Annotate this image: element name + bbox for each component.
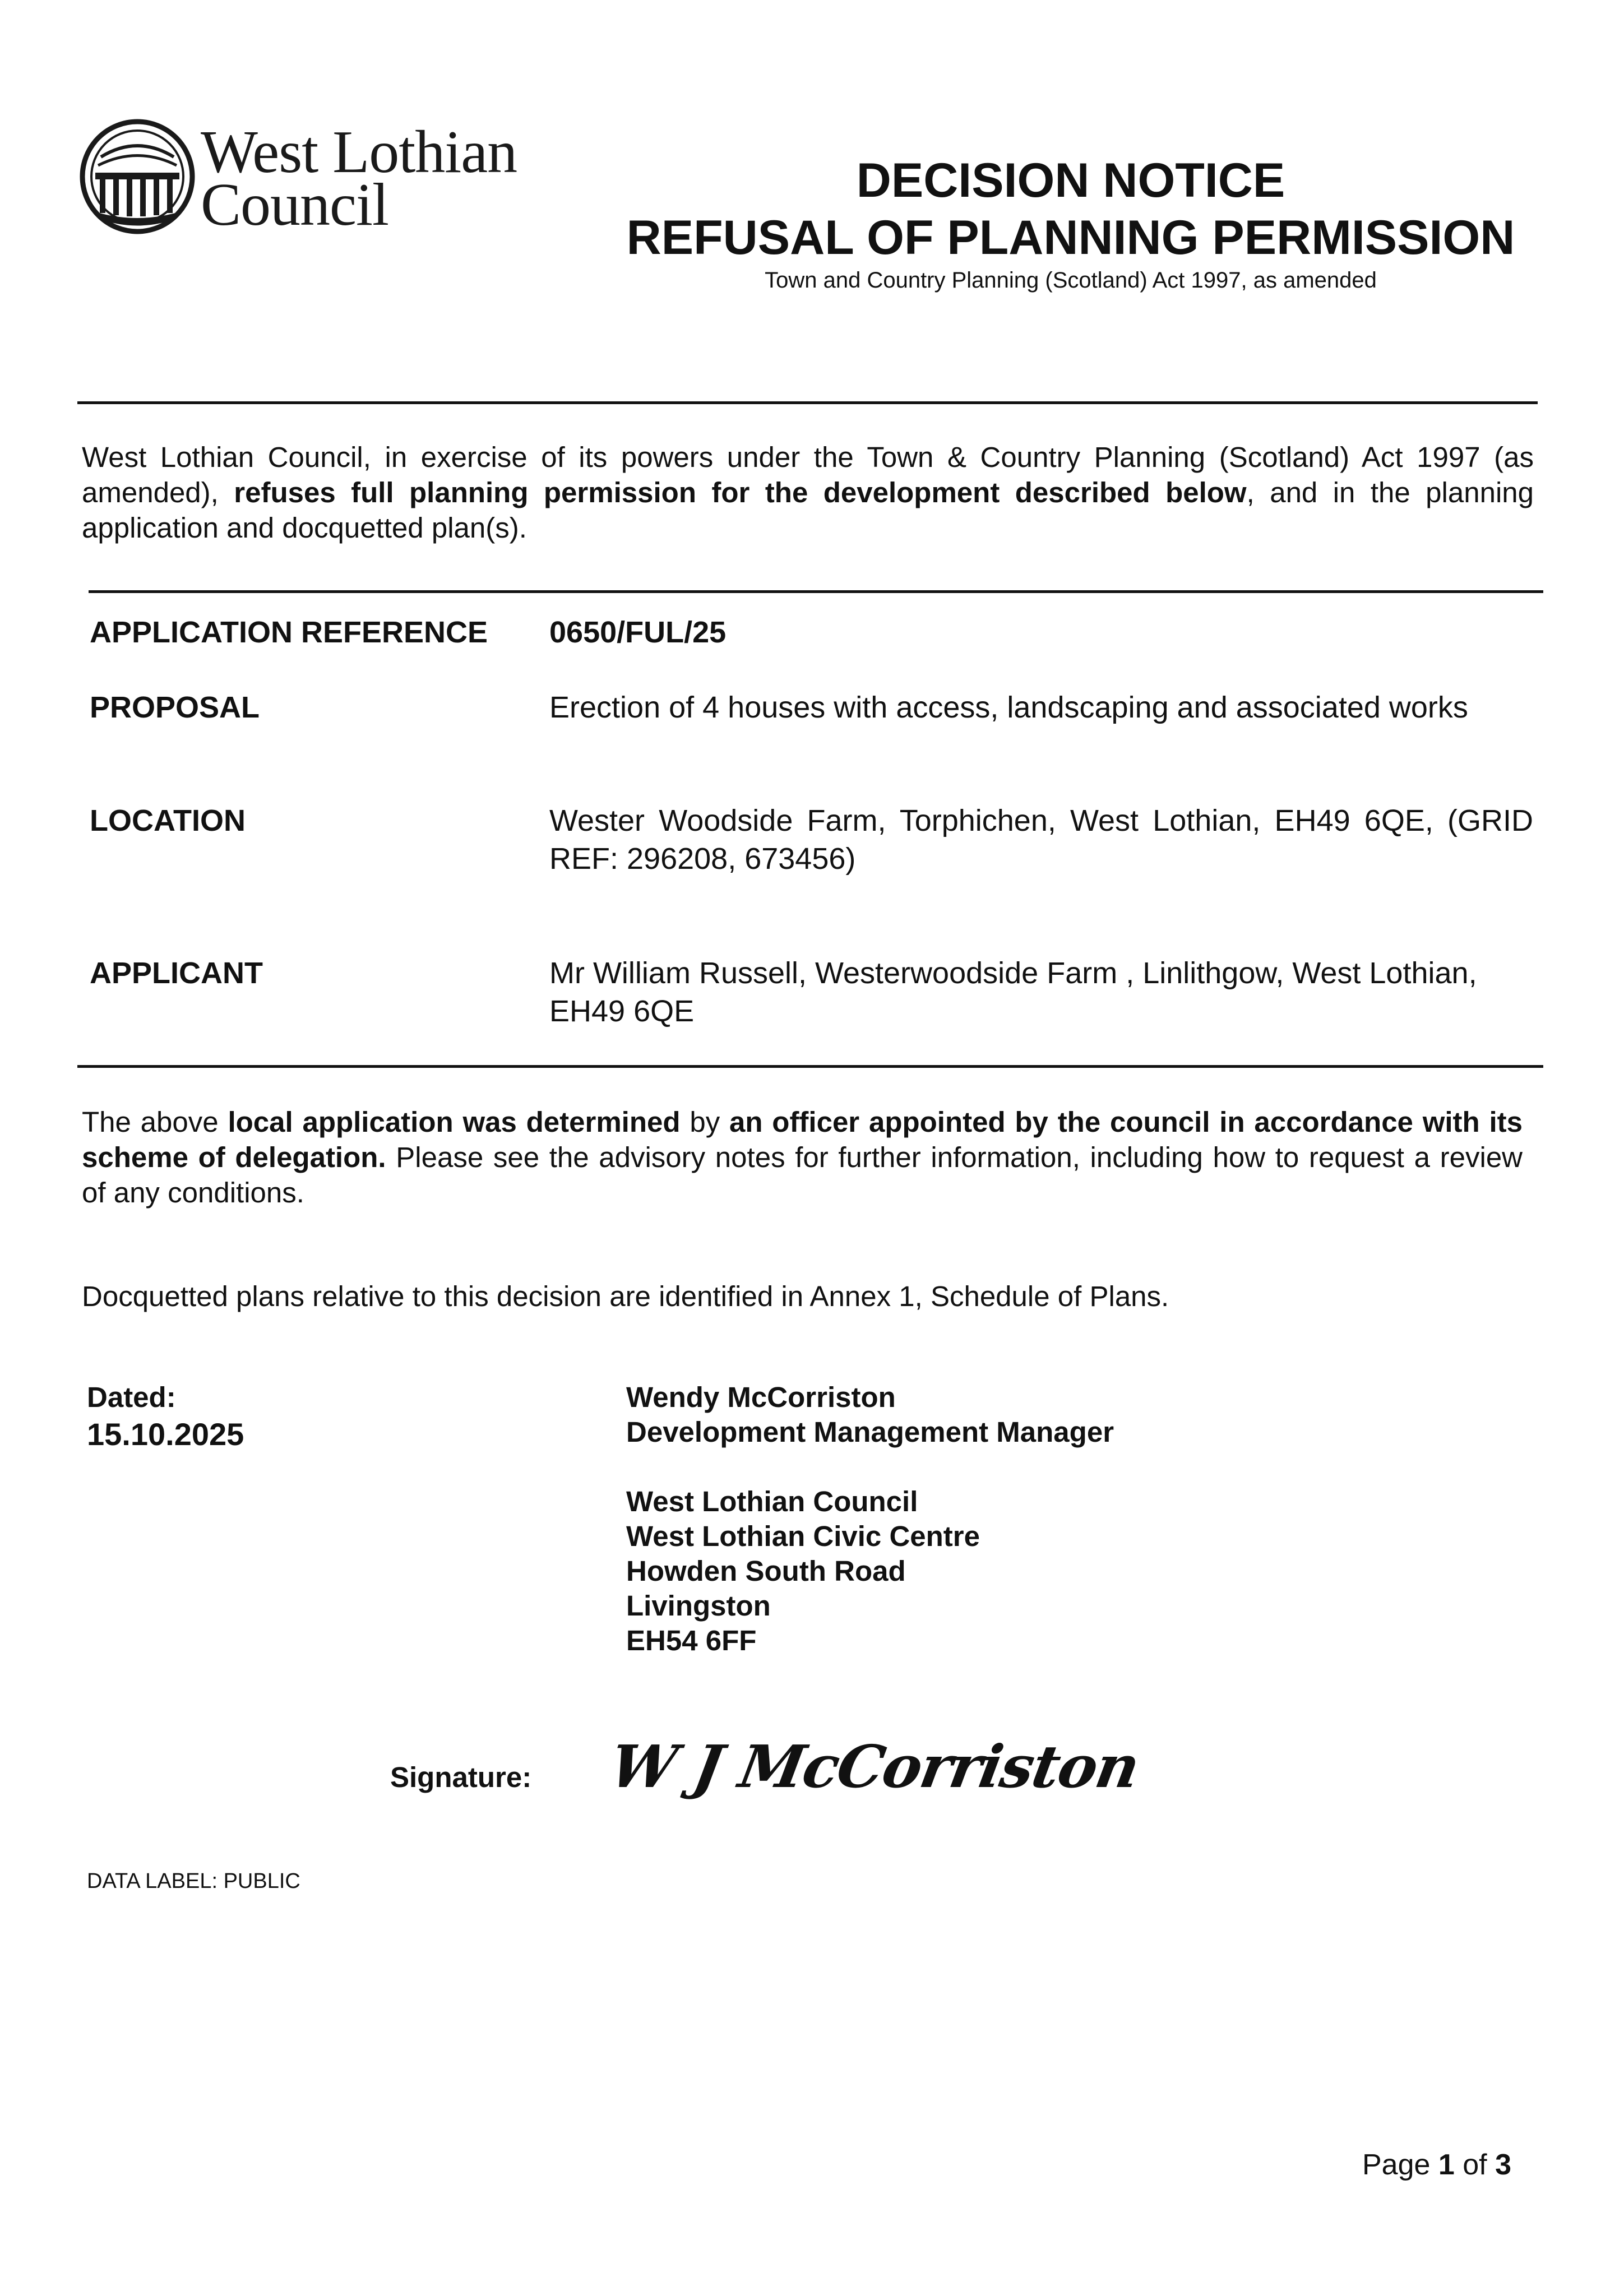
intro-text-2: , and in the planning application and docquetted plan(s). — [82, 476, 1534, 544]
divider-details-top — [89, 590, 1543, 593]
data-label: DATA LABEL: PUBLIC — [87, 1869, 300, 1893]
determination-bold-2: an officer appointed by the council in accordance with its scheme of delegation. — [82, 1106, 1523, 1173]
title-line2: REFUSAL OF PLANNING PERMISSION — [626, 211, 1515, 265]
intro-paragraph — [82, 439, 1534, 545]
reference-value: 0650/FUL/25 — [549, 615, 727, 649]
applicant-label: APPLICANT — [90, 956, 263, 990]
logo-wordmark — [201, 119, 517, 238]
handwritten-signature: W J McCorriston — [605, 1732, 1144, 1801]
determination-text-3: Please see the advisory notes for further information, including how to request a review of any conditions. — [82, 1141, 1523, 1209]
title-line1: DECISION NOTICE — [856, 154, 1285, 207]
intro-text-1: West Lothian Council, in exercise of its powers under the Town & Country Planning (Scotland) Act 1997 (as amended), — [82, 441, 1534, 508]
location-label: LOCATION — [90, 804, 246, 837]
intro-text-bold: refuses full planning permission for the development described below — [234, 476, 1247, 508]
divider-top — [77, 401, 1538, 404]
applicant-value: Mr William Russell, Westerwoodside Farm , Linlithgow, West Lothian, EH49 6QE — [549, 956, 1477, 1028]
page-number — [1362, 2148, 1511, 2182]
dated-value: 15.10.2025 — [87, 1417, 244, 1452]
address-line-1: West Lothian Council — [626, 1485, 918, 1517]
logo-line1: West Lothian — [201, 119, 517, 186]
determination-text-2: by — [680, 1106, 729, 1138]
officer-name: Wendy McCorriston — [626, 1381, 896, 1413]
docquetted-note: Docquetted plans relative to this decision are identified in Annex 1, Schedule of Plans. — [82, 1280, 1169, 1312]
officer-role: Development Management Manager — [626, 1416, 1114, 1448]
location-value: Wester Woodside Farm, Torphichen, West Lothian, EH49 6QE, (GRID REF: 296208, 673456) — [549, 804, 1533, 876]
dated-label: Dated: — [87, 1381, 176, 1413]
proposal-label: PROPOSAL — [90, 691, 260, 724]
address-line-3: Howden South Road — [626, 1555, 906, 1587]
page-prefix: Page — [1362, 2149, 1438, 2181]
council-logo — [78, 115, 527, 238]
address-line-5: EH54 6FF — [626, 1624, 757, 1656]
page-current: 1 — [1438, 2149, 1455, 2181]
council-crest-icon — [78, 118, 196, 235]
divider-details-bottom — [77, 1065, 1543, 1068]
page-of: of — [1454, 2149, 1496, 2181]
reference-label: APPLICATION REFERENCE — [90, 615, 488, 649]
title-subtitle: Town and Country Planning (Scotland) Act 1997, as amended — [765, 268, 1377, 293]
address-line-4: Livingston — [626, 1590, 771, 1622]
address-line-2: West Lothian Civic Centre — [626, 1520, 980, 1552]
proposal-value: Erection of 4 houses with access, landscaping and associated works — [549, 691, 1468, 724]
determination-text-1: The above — [82, 1106, 228, 1138]
determination-paragraph — [82, 1104, 1523, 1210]
page-total: 3 — [1495, 2149, 1511, 2181]
signature-label: Signature: — [390, 1761, 532, 1793]
logo-line2: Council — [201, 172, 388, 238]
determination-bold-1: local application was determined — [228, 1106, 681, 1138]
